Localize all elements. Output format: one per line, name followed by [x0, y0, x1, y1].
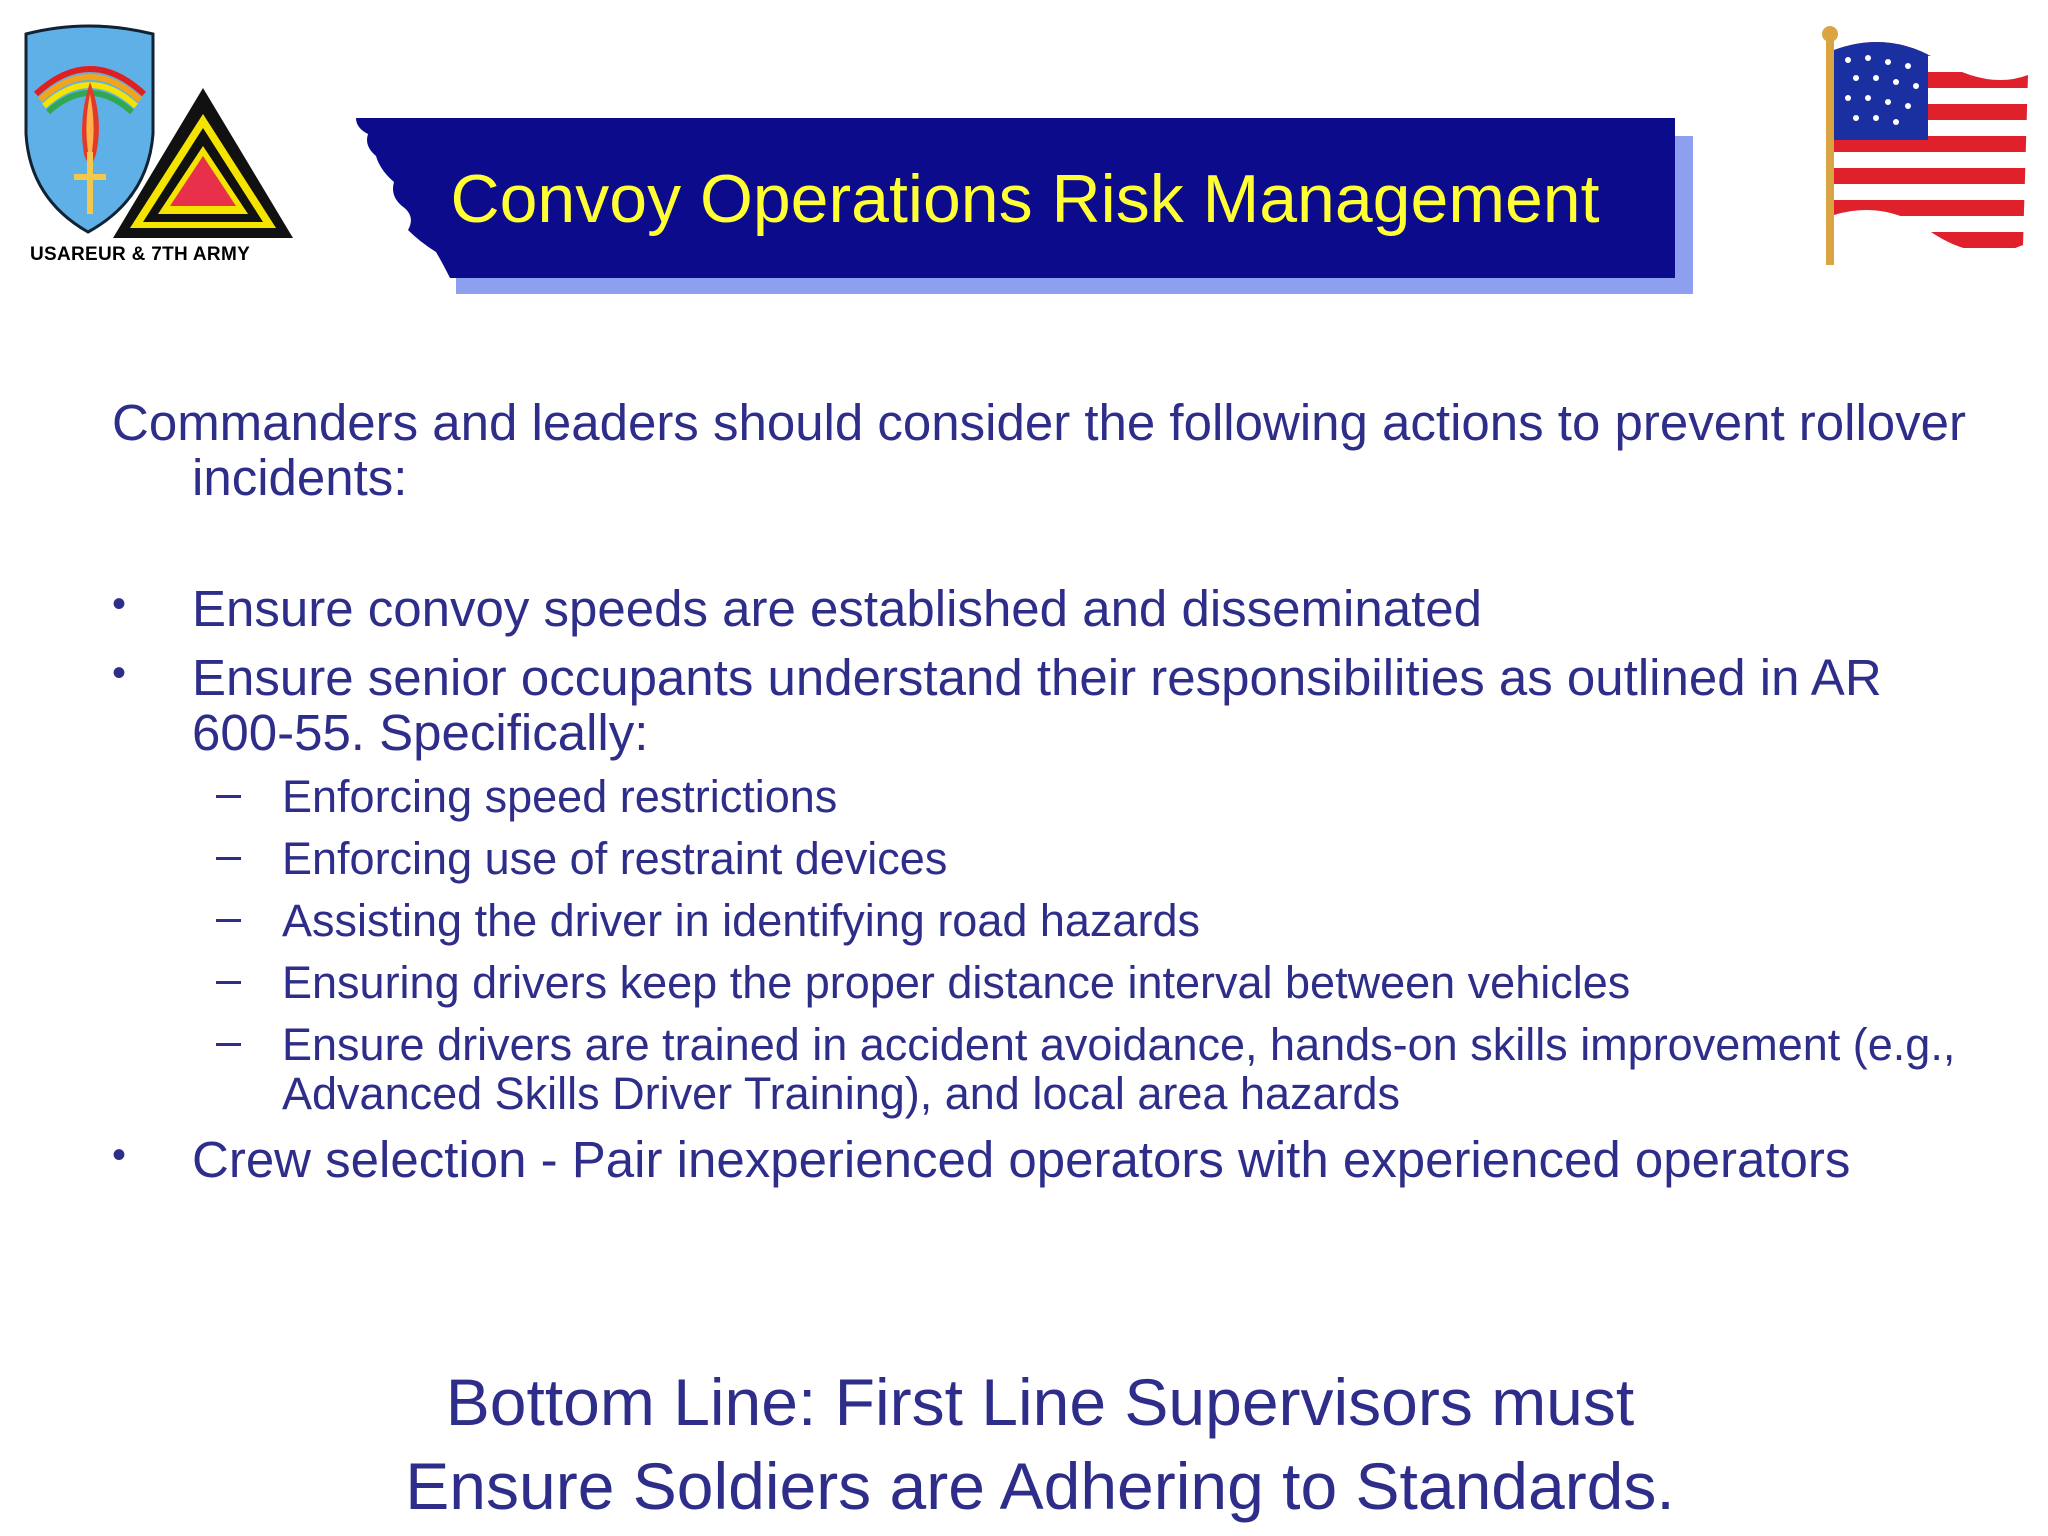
sub-item [112, 953, 1992, 1008]
sub-text: Enforcing speed restrictions [282, 771, 838, 822]
logo-caption: USAREUR & 7TH ARMY [30, 244, 251, 265]
seventh-army-patch-icon [18, 24, 308, 254]
sub-item [112, 891, 1992, 946]
bullet-marker: • [112, 1133, 127, 1177]
sub-item [112, 767, 1992, 822]
sub-marker: – [216, 1015, 242, 1066]
bottom-line-2: Ensure Soldiers are Adhering to Standards. [405, 1449, 1675, 1523]
intro-text: Commanders and leaders should consider the following actions to prevent rollover incidents: [112, 394, 1967, 506]
bottom-line-1: Bottom Line: First Line Supervisors must [445, 1365, 1635, 1439]
sub-text: Ensuring drivers keep the proper distance interval between vehicles [282, 957, 1631, 1008]
bullet-marker: • [112, 651, 127, 695]
bullet-marker: • [112, 582, 127, 626]
bullet-text: Ensure convoy speeds are established and disseminated [192, 580, 1482, 637]
sub-text: Assisting the driver in identifying road hazards [282, 895, 1200, 946]
slide-body [112, 395, 1992, 1201]
page-title: Convoy Operations Risk Management [450, 161, 1600, 237]
bullet-text: Ensure senior occupants understand their responsibilities as outlined in AR 600-55. Specifically: [192, 649, 1882, 761]
bullet-list [112, 581, 1992, 1187]
bullet-item [112, 650, 1992, 1118]
sub-marker: – [216, 953, 242, 1004]
logo-area [18, 24, 308, 276]
bullet-text: Crew selection - Pair inexperienced operators with experienced operators [192, 1131, 1851, 1188]
sub-marker: – [216, 829, 242, 880]
sub-marker: – [216, 767, 242, 818]
sub-text: Ensure drivers are trained in accident avoidance, hands-on skills improvement (e.g., Advanced Skills Driver Training), and local area hazards [282, 1019, 1956, 1119]
us-flag-icon [1808, 20, 2034, 270]
bullet-item [112, 581, 1992, 636]
sub-marker: – [216, 891, 242, 942]
sub-list [192, 767, 1992, 1119]
sub-item [112, 1015, 1992, 1119]
bullet-item [112, 1132, 1992, 1187]
sub-text: Enforcing use of restraint devices [282, 833, 948, 884]
bottom-line-statement [280, 1360, 1800, 1528]
sub-item [112, 829, 1992, 884]
